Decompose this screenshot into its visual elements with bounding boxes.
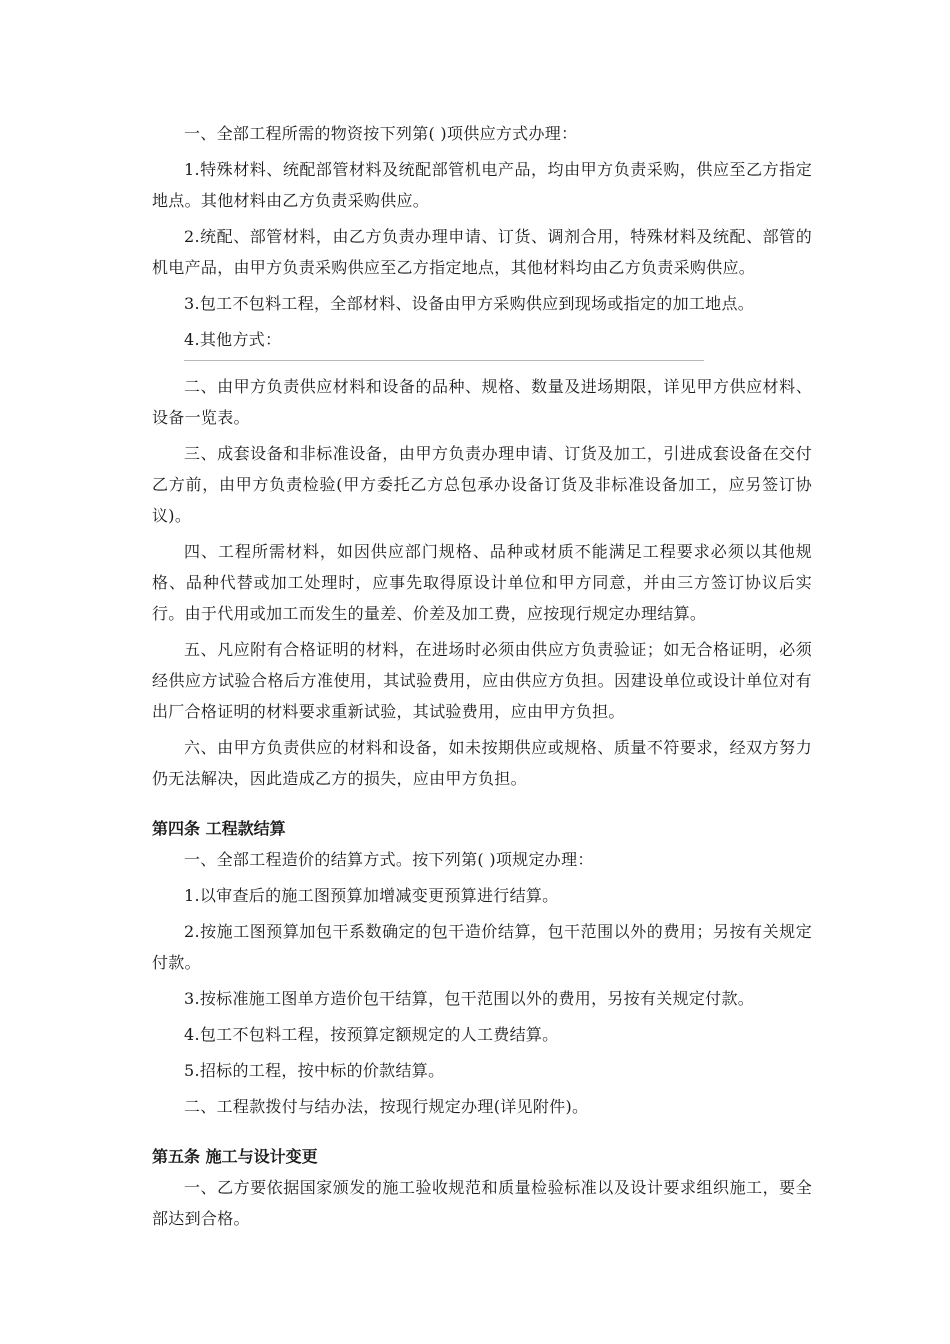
paragraph-settlement-option-1: 1.以审查后的施工图预算加增减变更预算进行结算。 bbox=[184, 886, 559, 905]
document-page bbox=[152, 118, 812, 1239]
paragraph-supply-delay: 六、由甲方负责供应的材料和设备，如未按期供应或规格、质量不符要求，经双方努力仍无法解决，因此造成乙方的损失，应由甲方负担。 bbox=[152, 738, 812, 788]
blank-fill-line bbox=[184, 360, 704, 361]
paragraph-complete-equipment: 三、成套设备和非标准设备，由甲方负责办理申请、订货及加工，引进成套设备在交付乙方前，由甲方负责检验(甲方委托乙方总包承办设备订货及非标准设备加工，应另签订协议)。 bbox=[152, 444, 812, 525]
paragraph-settlement-option-2: 2.按施工图预算加包干系数确定的包干造价结算，包干范围以外的费用；另按有关规定付款。 bbox=[152, 922, 812, 972]
paragraph-construction-standards: 一、乙方要依据国家颁发的施工验收规范和质量检验标准以及设计要求组织施工，要全部达到合格。 bbox=[152, 1178, 812, 1228]
section-heading-payment: 第四条 工程款结算 bbox=[152, 819, 286, 838]
paragraph-material-list: 二、由甲方负责供应材料和设备的品种、规格、数量及进场期限，详见甲方供应材料、设备一览表。 bbox=[152, 377, 812, 427]
paragraph-settlement-option-3: 3.按标准施工图单方造价包干结算，包干范围以外的费用，另按有关规定付款。 bbox=[184, 989, 755, 1008]
paragraph-supply-option-3: 3.包工不包料工程，全部材料、设备由甲方采购供应到现场或指定的加工地点。 bbox=[184, 294, 755, 313]
section-heading-construction-changes: 第五条 施工与设计变更 bbox=[152, 1147, 318, 1166]
paragraph-material-substitution: 四、工程所需材料，如因供应部门规格、品种或材质不能满足工程要求必须以其他规格、品种代替或加工处理时，应事先取得原设计单位和甲方同意，并由三方签订协议后实行。由于代用或加工而发生的量差、价差及加工费，应按现行规定办理结算。 bbox=[152, 542, 812, 623]
paragraph-settlement-method: 一、全部工程造价的结算方式。按下列第( )项规定办理： bbox=[184, 850, 594, 869]
paragraph-supply-option-2: 2.统配、部管材料，由乙方负责办理申请、订货、调剂合用，特殊材料及统配、部管的机电产品，由甲方负责采购供应至乙方指定地点，其他材料均由乙方负责采购供应。 bbox=[152, 227, 812, 277]
paragraph-supply-option-4: 4.其他方式： bbox=[184, 330, 282, 349]
paragraph-certification: 五、凡应附有合格证明的材料，在进场时必须由供应方负责验证；如无合格证明，必须经供应方试验合格后方准使用，其试验费用，应由供应方负担。因建设单位或设计单位对有出厂合格证明的材料要求重新试验，其试验费用，应由甲方负担。 bbox=[152, 640, 812, 721]
paragraph-supply-method: 一、全部工程所需的物资按下列第( )项供应方式办理： bbox=[184, 124, 578, 143]
paragraph-settlement-option-4: 4.包工不包料工程，按预算定额规定的人工费结算。 bbox=[184, 1025, 559, 1044]
paragraph-supply-option-1: 1.特殊材料、统配部管材料及统配部管机电产品，均由甲方负责采购，供应至乙方指定地点。其他材料由乙方负责采购供应。 bbox=[152, 160, 812, 210]
paragraph-payment-disbursement: 二、工程款拨付与结办法，按现行规定办理(详见附件)。 bbox=[184, 1097, 589, 1116]
paragraph-settlement-option-5: 5.招标的工程，按中标的价款结算。 bbox=[184, 1061, 445, 1080]
